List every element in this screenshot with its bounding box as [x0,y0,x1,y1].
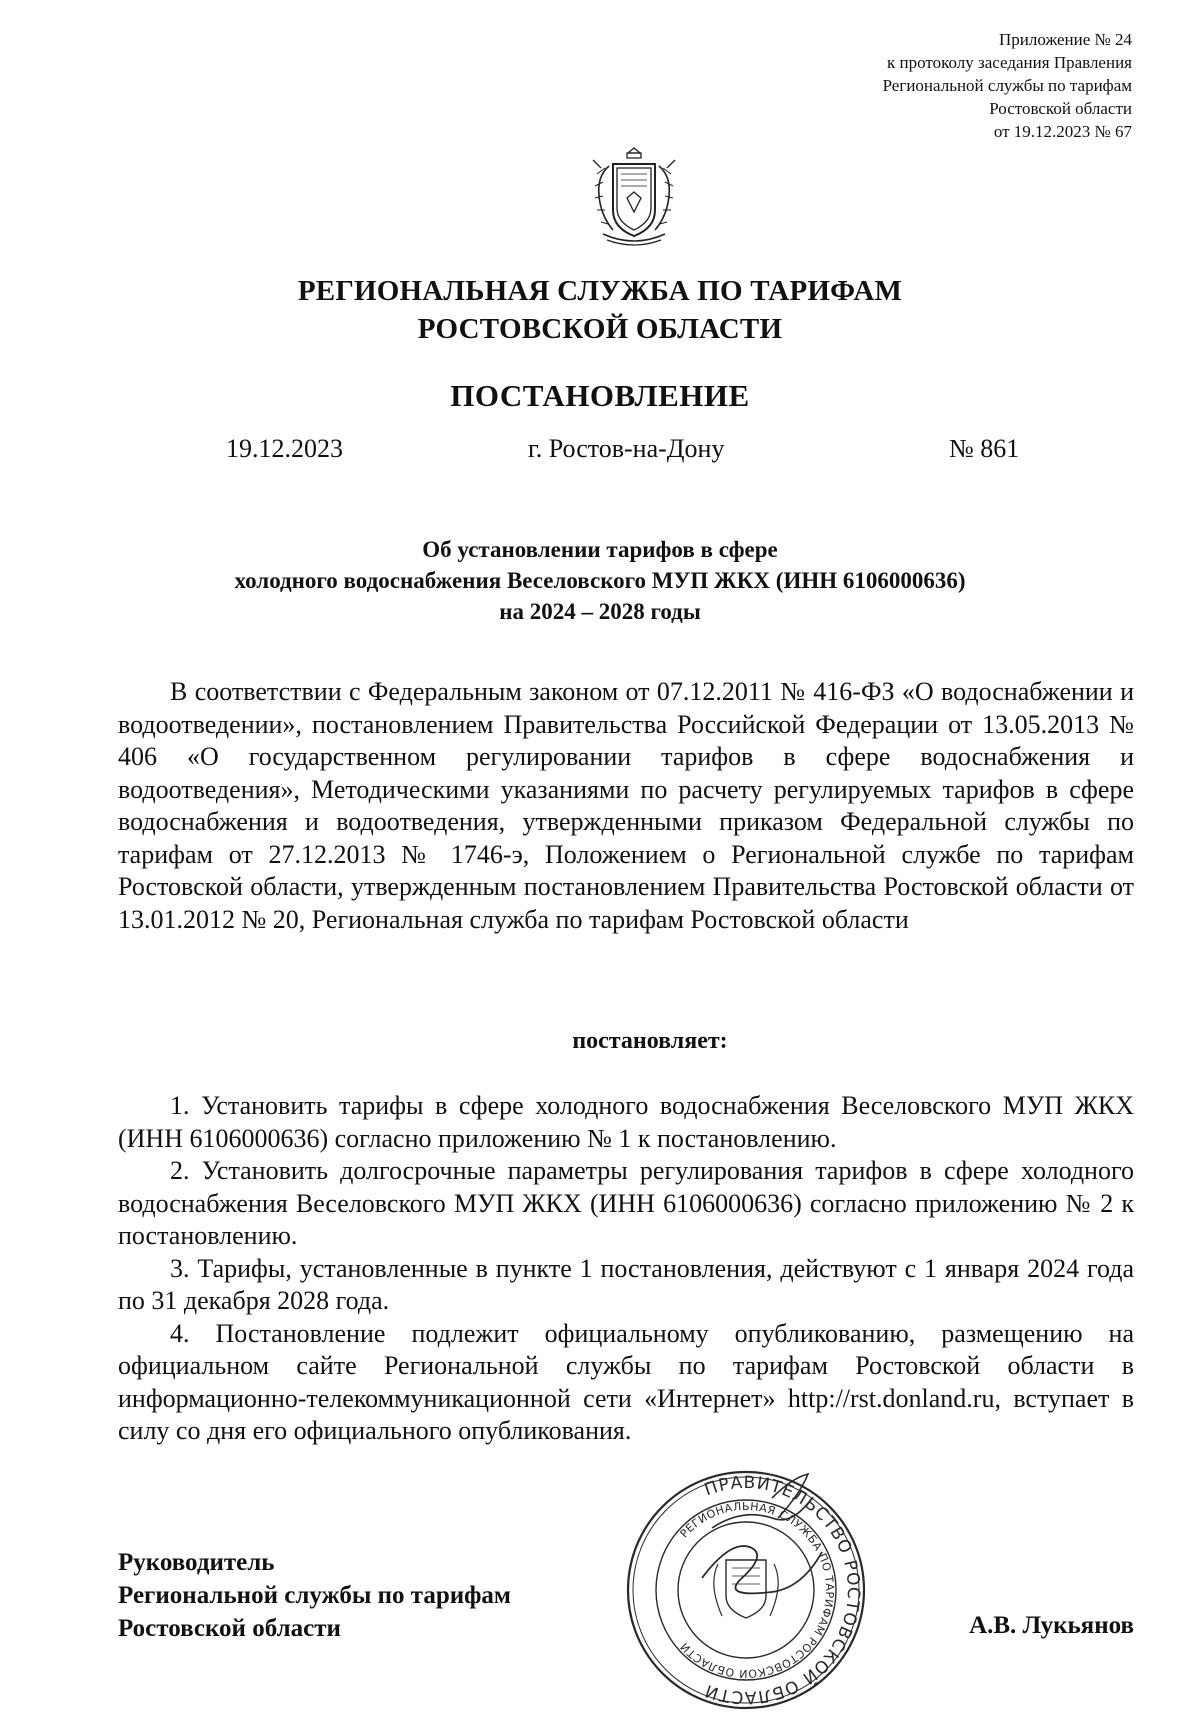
document-type: ПОСТАНОВЛЕНИЕ [450,378,750,413]
subject-line: холодного водоснабжения Веселовского МУП ЖКХ (ИНН 6106000636) [234,568,966,593]
resolves-heading: постановляет: [572,1028,728,1054]
appendix-line: Приложение № 24 [999,30,1132,49]
document-city: г. Ростов-на-Дону [528,434,725,463]
signatory-position [118,1546,511,1645]
subject-line: на 2024 – 2028 годы [499,599,701,624]
resolution-items [118,1090,1134,1448]
document-date: 19.12.2023 [226,434,343,463]
resolution-item: 1. Установить тарифы в сфере холодного водоснабжения Веселовского МУП ЖКХ (ИНН 6106000636) согласно приложению № 1 к постановлению. [118,1091,1134,1153]
organization-title-line: РОСТОВСКОЙ ОБЛАСТИ [417,313,783,345]
document-subject [0,534,1200,627]
appendix-line: Региональной службы по тарифам [882,76,1132,95]
preamble-paragraph: В соответствии с Федеральным законом от 07.12.2011 № 416-ФЗ «О водоснабжении и водоотведении», постановлением Правительства Российской Федерации от 13.05.2013 № 406 «О государственном регулировании тарифов в сфере водоснабжения и водоотведения», Методическими указаниями по расчету регулируемых тарифов в сфере водоснабжения и водоотведения, утвержденными приказом Федеральной службы по тарифам от 27.12.2013 № 1746-э, Положением о Региональной службе по тарифам Ростовской области, утвержденным постановлением Правительства Ростовской области от 13.01.2012 № 20, Региональная служба по тарифам Ростовской области [118,677,1134,934]
appendix-line: от 19.12.2023 № 67 [993,122,1132,141]
resolution-item: 3. Тарифы, установленные в пункте 1 постановления, действуют с 1 января 2024 года по 31 декабря 2028 года. [118,1253,1134,1315]
organization-title-line: РЕГИОНАЛЬНАЯ СЛУЖБА ПО ТАРИФАМ [297,275,903,307]
signatory-position-line: Ростовской области [118,1615,341,1642]
seal-outer-text: ПРАВИТЕЛЬСТВО РОСТОВСКОЙ ОБЛАСТИ [701,1472,864,1708]
document-number: № 861 [949,434,1020,463]
resolution-item: 4. Постановление подлежит официальному опубликованию, размещению на официальном сайте Региональной службы по тарифам Ростовской области в информационно-телекоммуникационной сети «Интернет» http://rst.donland.ru, вступает в силу со дня его официального опубликования. [118,1318,1134,1445]
coat-of-arms-icon [583,144,685,252]
seal-inner-text: РЕГИОНАЛЬНАЯ СЛУЖБА ПО ТАРИФАМ РОСТОВСКОЙ ОБЛАСТИ [677,1500,837,1681]
appendix-line: к протоколу заседания Правления [887,53,1132,72]
appendix-note [883,28,1132,143]
organization-title [0,272,1200,348]
signatory-position-line: Региональной службы по тарифам [118,1582,511,1609]
subject-line: Об установлении тарифов в сфере [422,537,778,562]
official-seal-icon [622,1468,870,1712]
signatory-position-line: Руководитель [118,1549,275,1576]
appendix-line: Ростовской области [989,99,1132,118]
resolution-item: 2. Установить долгосрочные параметры регулирования тарифов в сфере холодного водоснабжения Веселовского МУП ЖКХ (ИНН 6106000636) согласно приложению № 2 к постановлению. [118,1156,1134,1250]
svg-text:РЕГИОНАЛЬНАЯ СЛУЖБА ПО ТАРИФАМ [678,1500,837,1680]
signatory-name: А.В. Лукьянов [969,1612,1134,1639]
